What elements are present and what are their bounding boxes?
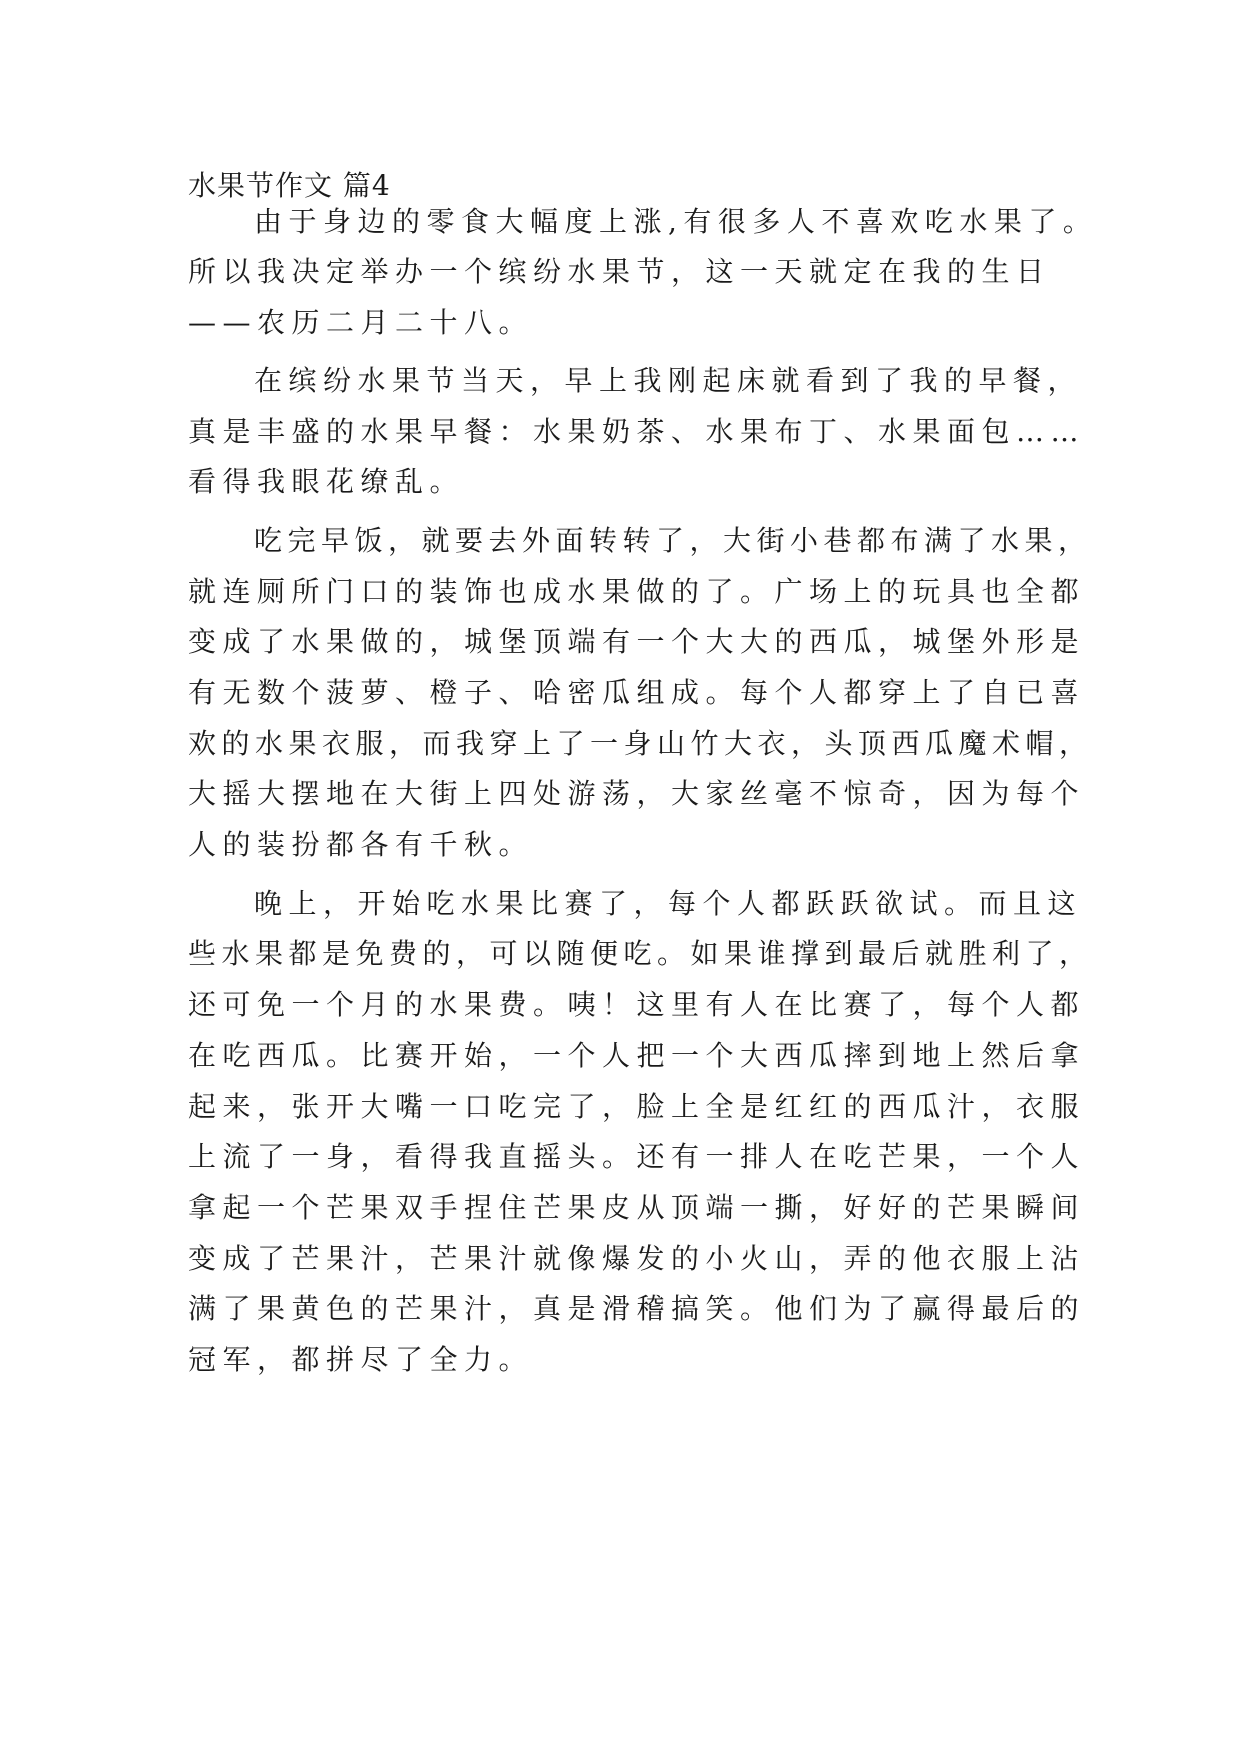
text-line: 由于身边的零食大幅度上涨,有很多人不喜欢吃水果了。: [254, 205, 1098, 238]
text-line: 起来，张开大嘴一口吃完了，脸上全是红红的西瓜汁，衣服: [188, 1090, 1086, 1123]
text-line: 在缤纷水果节当天，早上我刚起床就看到了我的早餐，: [254, 364, 1083, 397]
text-line: 人的装扮都各有千秋。: [188, 828, 534, 861]
text-line: 晚上，开始吃水果比赛了，每个人都跃跃欲试。而且这: [254, 887, 1083, 920]
text-line: 在吃西瓜。比赛开始，一个人把一个大西瓜摔到地上然后拿: [188, 1039, 1086, 1072]
text-line: 拿起一个芒果双手捏住芒果皮从顶端一撕，好好的芒果瞬间: [188, 1191, 1086, 1224]
document-title: 水果节作文 篇4: [188, 169, 391, 202]
text-line: 就连厕所门口的装饰也成水果做的了。广场上的玩具也全都: [188, 575, 1086, 608]
text-line: 冠军，都拼尽了全力。: [188, 1343, 534, 1376]
text-line: 变成了水果做的，城堡顶端有一个大大的西瓜，城堡外形是: [188, 625, 1086, 658]
text-line: ——农历二月二十八。: [188, 306, 534, 339]
text-line: 大摇大摆地在大街上四处游荡，大家丝毫不惊奇，因为每个: [188, 777, 1086, 810]
text-line: 所以我决定举办一个缤纷水果节，这一天就定在我的生日: [188, 255, 1051, 288]
text-line: 还可免一个月的水果费。咦！这里有人在比赛了，每个人都: [188, 988, 1086, 1021]
text-line: 满了果黄色的芒果汁，真是滑稽搞笑。他们为了赢得最后的: [188, 1292, 1086, 1325]
text-line: 有无数个菠萝、橙子、哈密瓜组成。每个人都穿上了自已喜: [188, 676, 1086, 709]
text-line: 变成了芒果汁，芒果汁就像爆发的小火山，弄的他衣服上沾: [188, 1242, 1086, 1275]
text-line: 吃完早饭，就要去外面转转了，大街小巷都布满了水果，: [254, 524, 1092, 557]
text-line: 上流了一身，看得我直摇头。还有一排人在吃芒果，一个人: [188, 1140, 1086, 1173]
text-line: 看得我眼花缭乱。: [188, 465, 465, 498]
text-line: 些水果都是免费的，可以随便吃。如果谁撑到最后就胜利了，: [188, 937, 1093, 970]
text-line: 真是丰盛的水果早餐：水果奶茶、水果布丁、水果面包……: [188, 415, 1086, 448]
text-line: 欢的水果衣服，而我穿上了一身山竹大衣，头顶西瓜魔术帽，: [188, 727, 1093, 760]
